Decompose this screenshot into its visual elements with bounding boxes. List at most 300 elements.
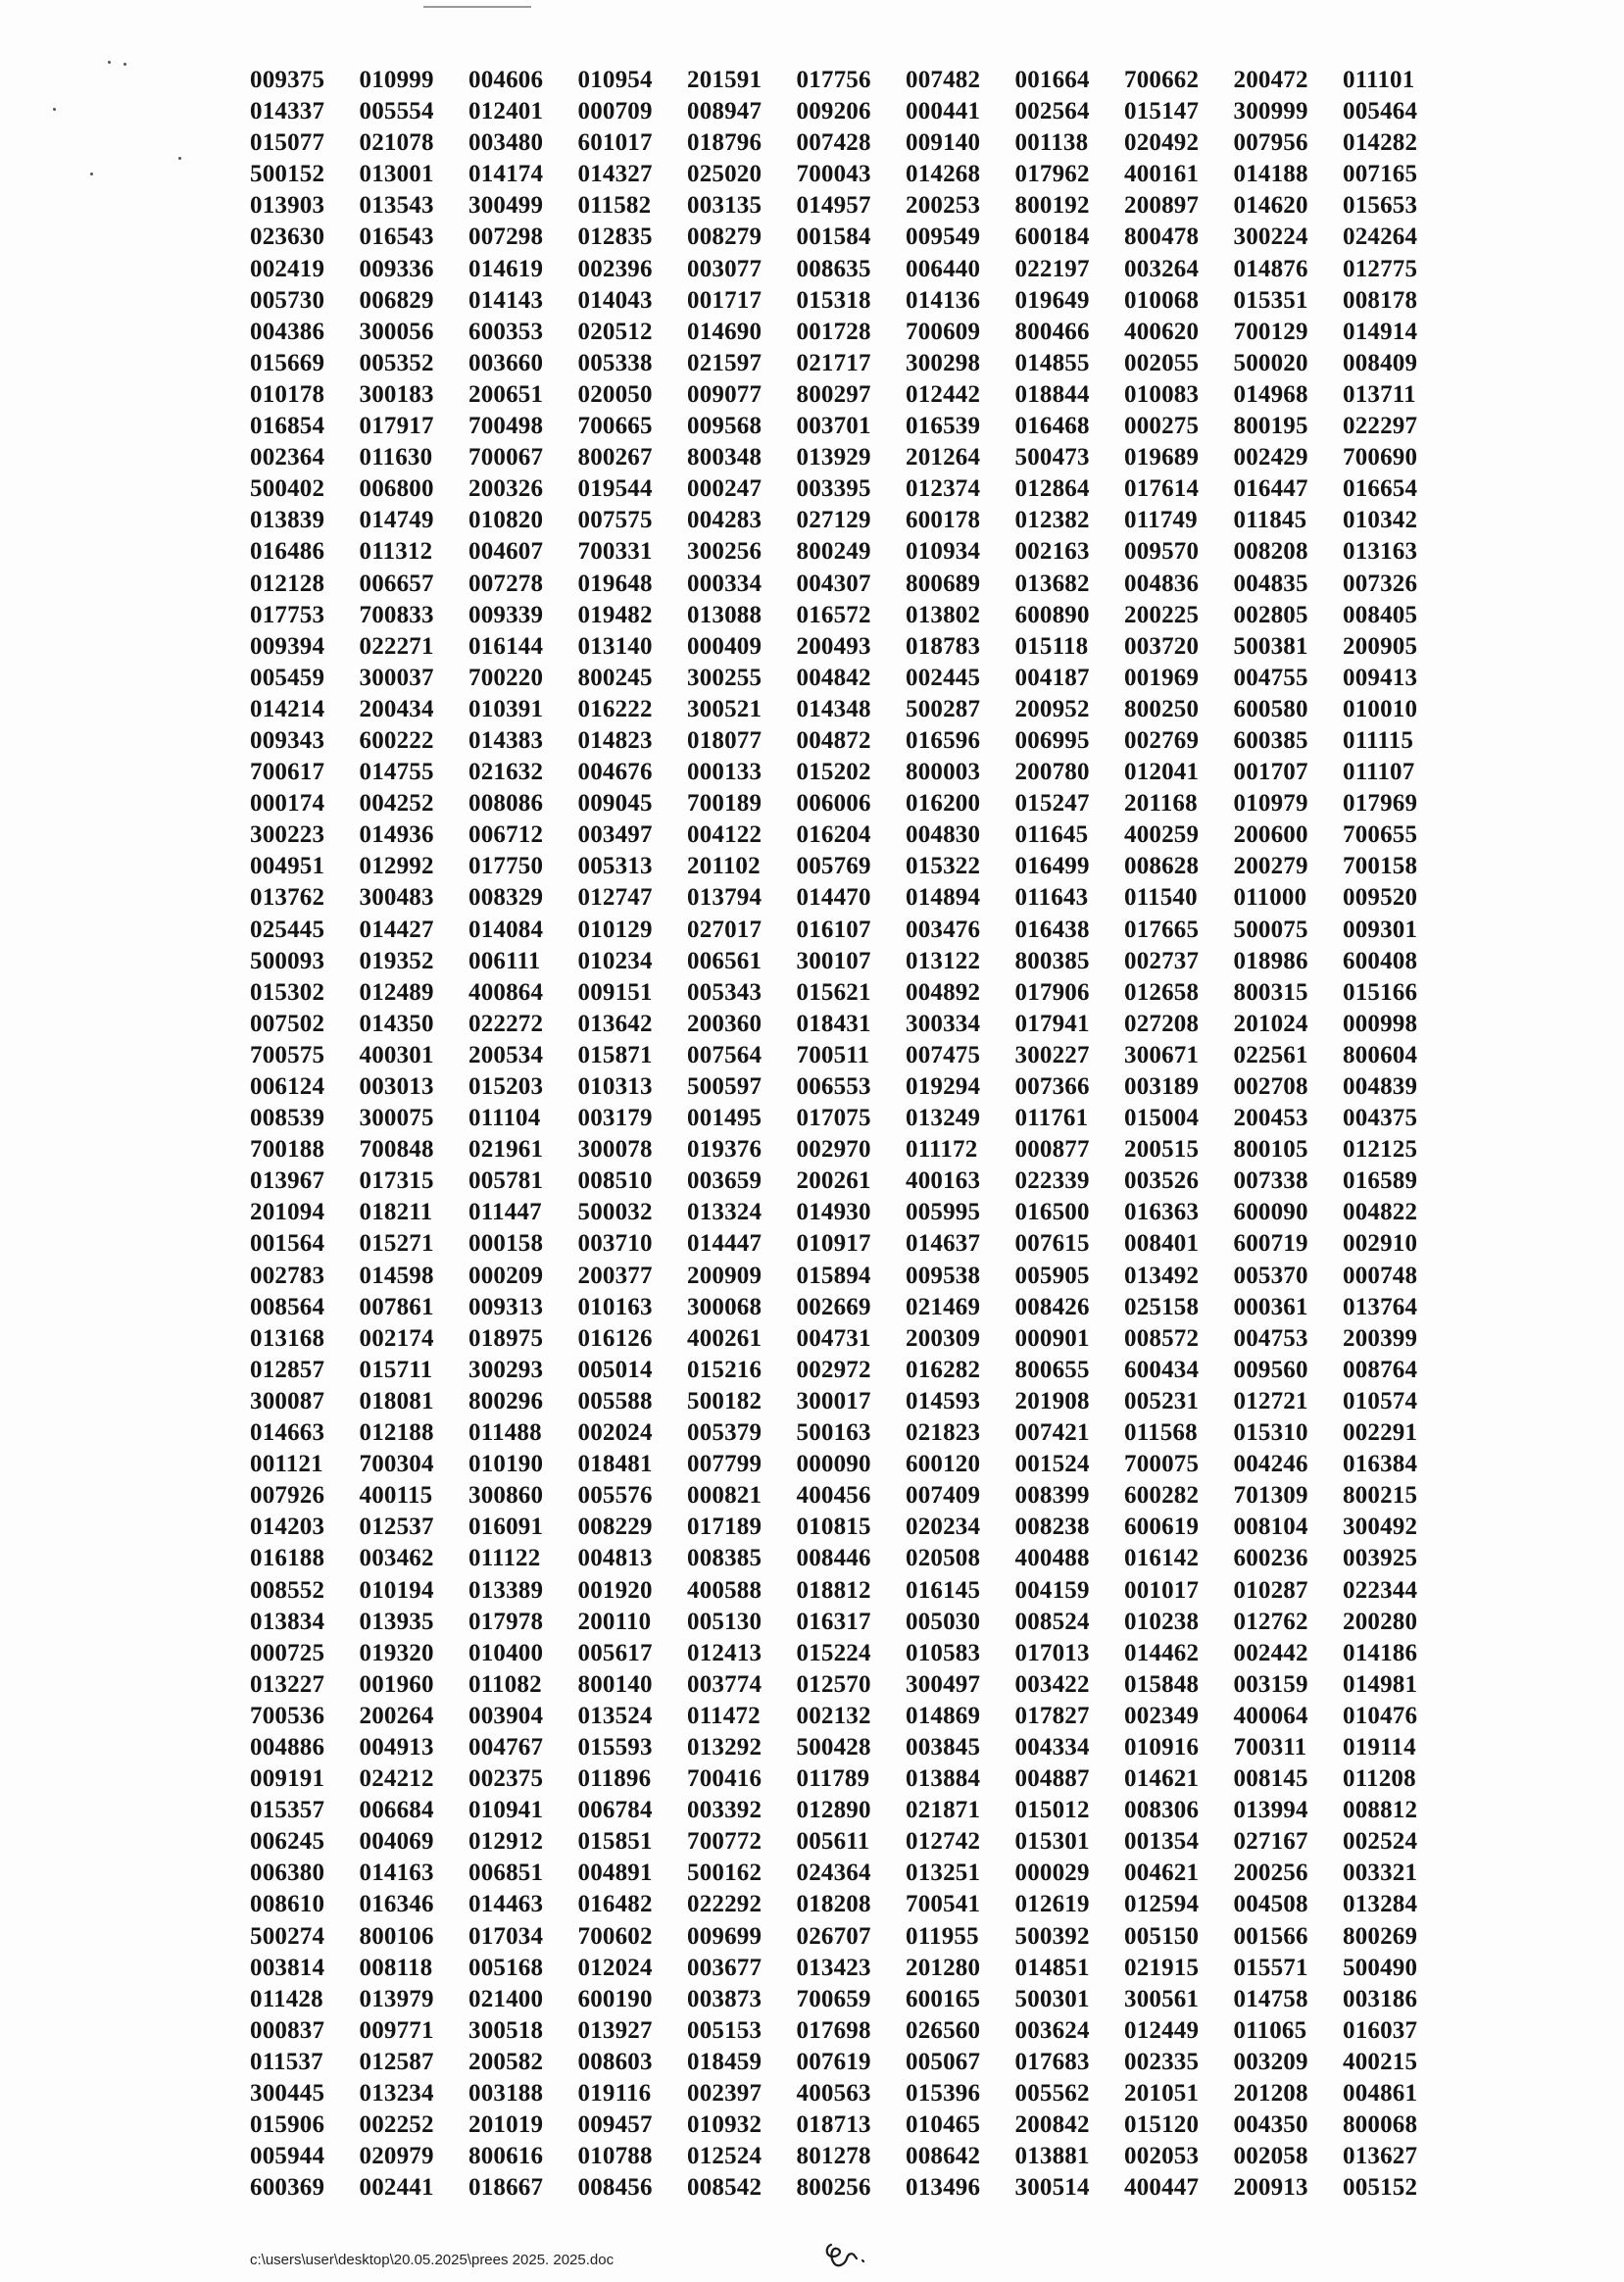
number-cell: 012762 — [1233, 1608, 1308, 1635]
number-cell: 004731 — [796, 1324, 871, 1352]
number-cell: 010194 — [359, 1576, 434, 1604]
number-cell: 012188 — [359, 1419, 434, 1447]
number-cell: 000133 — [687, 759, 763, 786]
number-cell: 600890 — [1014, 601, 1090, 628]
number-cell: 700655 — [1343, 821, 1418, 849]
number-cell: 003013 — [359, 1073, 434, 1100]
number-cell: 008564 — [250, 1293, 325, 1320]
number-cell: 700772 — [687, 1828, 763, 1856]
number-cell: 005562 — [1014, 2080, 1090, 2107]
number-cell: 013543 — [359, 192, 434, 220]
number-cell: 400588 — [687, 1576, 763, 1604]
number-cell: 002669 — [796, 1293, 871, 1320]
number-cell: 018796 — [687, 129, 763, 157]
number-cell: 010342 — [1343, 507, 1418, 534]
number-cell: 014188 — [1233, 161, 1308, 188]
number-cell: 800195 — [1233, 413, 1308, 440]
number-cell: 011447 — [468, 1199, 542, 1226]
number-cell: 005338 — [577, 349, 653, 376]
number-cell: 025445 — [250, 916, 325, 943]
number-cell: 000748 — [1343, 1262, 1418, 1289]
number-cell: 600282 — [1124, 1482, 1200, 1510]
number-cell: 016384 — [1343, 1451, 1418, 1478]
number-cell: 300223 — [250, 821, 325, 849]
number-cell: 005370 — [1233, 1262, 1308, 1289]
number-cell: 400447 — [1124, 2174, 1200, 2202]
number-cell: 021823 — [906, 1419, 981, 1447]
number-cell: 013496 — [906, 2174, 981, 2202]
number-cell: 000725 — [250, 1639, 325, 1666]
number-cell: 013994 — [1233, 1797, 1308, 1824]
number-cell: 008446 — [796, 1545, 871, 1572]
number-cell: 300037 — [359, 664, 434, 691]
number-cell: 200905 — [1343, 632, 1418, 660]
number-cell: 300107 — [796, 947, 871, 974]
number-cell: 002972 — [796, 1356, 871, 1383]
number-cell: 700220 — [468, 664, 544, 691]
number-cell: 700304 — [359, 1451, 434, 1478]
number-cell: 006995 — [1014, 726, 1090, 754]
footer-file-path: c:\users\user\desktop\20.05.2025\prees 2025. 2025.doc — [250, 2252, 615, 2268]
number-cell: 200651 — [468, 380, 544, 408]
number-cell: 012449 — [1124, 2016, 1200, 2044]
number-cell: 800250 — [1124, 695, 1200, 722]
number-cell: 013839 — [250, 507, 325, 534]
number-cell: 000334 — [687, 570, 763, 597]
number-cell: 008208 — [1233, 538, 1308, 566]
number-cell: 002252 — [359, 2111, 434, 2139]
number-cell: 010979 — [1233, 790, 1308, 818]
number-cell: 015004 — [1124, 1105, 1200, 1132]
number-cell: 013682 — [1014, 570, 1090, 597]
number-cell: 700043 — [796, 161, 871, 188]
number-cell: 008238 — [1014, 1513, 1090, 1541]
number-cell: 009301 — [1343, 916, 1418, 943]
number-cell: 006851 — [468, 1860, 544, 1887]
number-cell: 201908 — [1014, 1387, 1090, 1414]
number-cell: 014084 — [468, 916, 544, 943]
number-cell: 300224 — [1233, 223, 1308, 251]
number-cell: 008329 — [468, 884, 544, 912]
number-cell: 008086 — [468, 790, 544, 818]
number-cell: 016145 — [906, 1576, 981, 1604]
number-cell: 005576 — [577, 1482, 653, 1510]
number-cell: 600353 — [468, 318, 544, 345]
number-cell: 015301 — [1014, 1828, 1090, 1856]
number-cell: 300497 — [906, 1670, 981, 1698]
number-cell: 600222 — [359, 726, 434, 754]
number-cell: 005459 — [250, 664, 325, 691]
number-cell: 700575 — [250, 1041, 325, 1068]
number-cell: 007502 — [250, 1010, 325, 1037]
number-cell: 800245 — [577, 664, 653, 691]
number-cell: 002058 — [1233, 2143, 1308, 2170]
number-cell: 012912 — [468, 1828, 544, 1856]
number-cell: 011488 — [468, 1419, 542, 1447]
number-cell: 003321 — [1343, 1860, 1418, 1887]
number-cell: 200534 — [468, 1041, 544, 1068]
number-cell: 007861 — [359, 1293, 434, 1320]
number-cell: 800003 — [906, 759, 981, 786]
number-cell: 000709 — [577, 98, 653, 125]
number-cell: 015653 — [1343, 192, 1418, 220]
number-cell: 011065 — [1233, 2016, 1307, 2044]
number-cell: 011749 — [1124, 507, 1198, 534]
number-cell: 005769 — [796, 853, 871, 880]
number-cell: 018783 — [906, 632, 981, 660]
number-cell: 004891 — [577, 1860, 653, 1887]
number-cell: 300227 — [1014, 1041, 1090, 1068]
number-cell: 011645 — [1014, 821, 1089, 849]
number-cell: 006111 — [468, 947, 541, 974]
number-cell: 022339 — [1014, 1167, 1090, 1195]
number-cell: 017013 — [1014, 1639, 1090, 1666]
number-cell: 013423 — [796, 1954, 871, 1981]
number-cell: 010815 — [796, 1513, 871, 1541]
number-cell: 600165 — [906, 1985, 981, 2012]
number-cell: 008178 — [1343, 286, 1418, 314]
number-cell: 002396 — [577, 255, 653, 282]
number-cell: 700511 — [796, 1041, 870, 1068]
number-cell: 001566 — [1233, 1922, 1308, 1950]
number-cell: 800249 — [796, 538, 871, 566]
number-cell: 002132 — [796, 1702, 871, 1729]
number-cell: 014350 — [359, 1010, 434, 1037]
number-cell: 012128 — [250, 570, 325, 597]
number-cell: 014957 — [796, 192, 871, 220]
number-cell: 600434 — [1124, 1356, 1200, 1383]
number-cell: 600369 — [250, 2174, 325, 2202]
number-cell: 011472 — [687, 1702, 761, 1729]
number-cell: 300514 — [1014, 2174, 1090, 2202]
number-cell: 008385 — [687, 1545, 763, 1572]
number-cell: 500301 — [1014, 1985, 1090, 2012]
number-cell: 004621 — [1124, 1860, 1200, 1887]
number-cell: 004607 — [468, 538, 544, 566]
number-cell: 012619 — [1014, 1891, 1090, 1918]
number-cell: 013292 — [687, 1733, 763, 1761]
number-cell: 017906 — [1014, 978, 1090, 1006]
number-cell: 003264 — [1124, 255, 1200, 282]
number-cell: 200280 — [1343, 1608, 1418, 1635]
number-cell: 008229 — [577, 1513, 653, 1541]
number-cell: 004861 — [1343, 2080, 1418, 2107]
number-cell: 010934 — [906, 538, 981, 566]
number-cell: 003422 — [1014, 1670, 1090, 1698]
number-cell: 011115 — [1343, 726, 1414, 754]
number-cell: 003659 — [687, 1167, 763, 1195]
number-cell: 016091 — [468, 1513, 544, 1541]
number-cell: 005130 — [687, 1608, 763, 1635]
number-cell: 800478 — [1124, 223, 1200, 251]
number-cell: 002429 — [1233, 444, 1308, 471]
number-cell: 016589 — [1343, 1167, 1418, 1195]
number-cell: 500402 — [250, 475, 325, 503]
number-cell: 600090 — [1233, 1199, 1308, 1226]
number-cell: 013389 — [468, 1576, 544, 1604]
number-cell: 500152 — [250, 161, 325, 188]
number-cell: 024364 — [796, 1860, 871, 1887]
number-cell: 004836 — [1124, 570, 1200, 597]
number-cell: 016854 — [250, 413, 325, 440]
number-cell: 014163 — [359, 1860, 434, 1887]
number-cell: 004842 — [796, 664, 871, 691]
number-cell: 010941 — [468, 1797, 544, 1824]
number-cell: 014690 — [687, 318, 763, 345]
number-cell: 019352 — [359, 947, 434, 974]
number-cell: 002442 — [1233, 1639, 1308, 1666]
number-cell: 020512 — [577, 318, 653, 345]
number-cell: 009336 — [359, 255, 434, 282]
number-cell: 200377 — [577, 1262, 653, 1289]
number-cell: 010010 — [1343, 695, 1418, 722]
number-cell: 017683 — [1014, 2048, 1090, 2075]
number-cell: 011955 — [906, 1922, 979, 1950]
scan-speck — [108, 61, 111, 64]
number-cell: 200326 — [468, 475, 544, 503]
number-cell: 200309 — [906, 1324, 981, 1352]
number-cell: 012747 — [577, 884, 653, 912]
number-cell: 700659 — [796, 1985, 871, 2012]
number-cell: 005150 — [1124, 1922, 1200, 1950]
number-cell: 014621 — [1124, 1765, 1200, 1793]
number-cell: 012041 — [1124, 759, 1200, 786]
number-cell: 400163 — [906, 1167, 981, 1195]
number-cell: 010313 — [577, 1073, 653, 1100]
number-cell: 012775 — [1343, 255, 1418, 282]
number-cell: 004375 — [1343, 1105, 1418, 1132]
number-cell: 013168 — [250, 1324, 325, 1352]
number-cell: 012524 — [687, 2143, 763, 2170]
number-cell: 008409 — [1343, 349, 1418, 376]
number-cell: 012864 — [1014, 475, 1090, 503]
number-cell: 012570 — [796, 1670, 871, 1698]
number-cell: 005781 — [468, 1167, 544, 1195]
number-cell: 008635 — [796, 255, 871, 282]
number-cell: 014214 — [250, 695, 325, 722]
number-cell: 011428 — [250, 1985, 323, 2012]
number-cell: 010820 — [468, 507, 544, 534]
number-cell: 005379 — [687, 1419, 763, 1447]
number-cell: 300518 — [468, 2016, 544, 2044]
number-cell: 600408 — [1343, 947, 1418, 974]
number-cell: 300255 — [687, 664, 763, 691]
number-cell: 002708 — [1233, 1073, 1308, 1100]
number-cell: 001564 — [250, 1230, 325, 1258]
number-cell: 700158 — [1343, 853, 1418, 880]
number-cell: 002445 — [906, 664, 981, 691]
number-cell: 014043 — [577, 286, 653, 314]
number-cell: 021961 — [468, 1136, 544, 1164]
number-cell: 200952 — [1014, 695, 1090, 722]
number-cell: 010178 — [250, 380, 325, 408]
number-cell: 015669 — [250, 349, 325, 376]
number-cell: 800296 — [468, 1387, 544, 1414]
number-cell: 015851 — [577, 1828, 653, 1856]
number-cell: 007366 — [1014, 1073, 1090, 1100]
number-cell: 002397 — [687, 2080, 763, 2107]
number-cell: 200600 — [1233, 821, 1308, 849]
number-cell: 003720 — [1124, 632, 1200, 660]
number-cell: 800315 — [1233, 978, 1308, 1006]
number-cell: 012857 — [250, 1356, 325, 1383]
number-cell: 011761 — [1014, 1105, 1089, 1132]
number-cell: 011107 — [1343, 759, 1415, 786]
number-cell: 014619 — [468, 255, 544, 282]
number-cell: 300298 — [906, 349, 981, 376]
number-cell: 015224 — [796, 1639, 871, 1666]
number-cell: 700067 — [468, 444, 544, 471]
number-cell: 009538 — [906, 1262, 981, 1289]
number-cell: 021597 — [687, 349, 763, 376]
number-cell: 009771 — [359, 2016, 434, 2044]
number-cell: 002524 — [1343, 1828, 1418, 1856]
number-cell: 008764 — [1343, 1356, 1418, 1383]
number-cell: 004606 — [468, 67, 544, 93]
number-cell: 003710 — [577, 1230, 653, 1258]
number-cell: 001584 — [796, 223, 871, 251]
number-cell: 015871 — [577, 1041, 653, 1068]
number-cell: 005168 — [468, 1954, 544, 1981]
number-cell: 012992 — [359, 853, 434, 880]
number-cell: 022272 — [468, 1010, 544, 1037]
number-cell: 012890 — [796, 1797, 871, 1824]
number-cell: 300075 — [359, 1105, 434, 1132]
number-cell: 201264 — [906, 444, 981, 471]
number-cell: 200493 — [796, 632, 871, 660]
number-cell: 016222 — [577, 695, 653, 722]
number-cell: 800297 — [796, 380, 871, 408]
number-cell: 800105 — [1233, 1136, 1308, 1164]
number-cell: 013927 — [577, 2016, 653, 2044]
number-cell: 800256 — [796, 2174, 871, 2202]
number-cell: 010163 — [577, 1293, 653, 1320]
number-cell: 800267 — [577, 444, 653, 471]
number-cell: 008145 — [1233, 1765, 1308, 1793]
number-cell: 010465 — [906, 2111, 981, 2139]
number-cell: 200842 — [1014, 2111, 1090, 2139]
number-cell: 014598 — [359, 1262, 434, 1289]
number-cell: 008524 — [1014, 1608, 1090, 1635]
number-cell: 000441 — [906, 98, 981, 125]
number-cell: 004872 — [796, 726, 871, 754]
number-cell: 012587 — [359, 2048, 434, 2075]
number-cell: 005617 — [577, 1639, 653, 1666]
number-cell: 014823 — [577, 726, 653, 754]
number-cell: 014268 — [906, 161, 981, 188]
number-cell: 002055 — [1124, 349, 1200, 376]
number-cell: 007619 — [796, 2048, 871, 2075]
number-cell: 011630 — [359, 444, 433, 471]
number-cell: 017698 — [796, 2016, 871, 2044]
number-cell: 300671 — [1124, 1041, 1200, 1068]
number-cell: 020492 — [1124, 129, 1200, 157]
number-cell: 200279 — [1233, 853, 1308, 880]
number-cell: 300561 — [1124, 1985, 1200, 2012]
number-cell: 017034 — [468, 1922, 544, 1950]
number-cell: 014914 — [1343, 318, 1418, 345]
number-cell: 008610 — [250, 1891, 325, 1918]
number-cell: 013834 — [250, 1608, 325, 1635]
number-cell: 007482 — [906, 67, 981, 93]
number-cell: 600120 — [906, 1451, 981, 1478]
number-cell: 014447 — [687, 1230, 763, 1258]
number-cell: 020234 — [906, 1513, 981, 1541]
number-cell: 005343 — [687, 978, 763, 1006]
number-cell: 016543 — [359, 223, 434, 251]
number-cell: 001121 — [250, 1451, 323, 1478]
number-cell: 016144 — [468, 632, 544, 660]
number-cell: 700690 — [1343, 444, 1418, 471]
number-cell: 014282 — [1343, 129, 1418, 157]
number-cell: 015621 — [796, 978, 871, 1006]
number-cell: 013163 — [1343, 538, 1418, 566]
number-cell: 003476 — [906, 916, 981, 943]
number-cell: 200264 — [359, 1702, 434, 1729]
number-cell: 004307 — [796, 570, 871, 597]
number-cell: 002163 — [1014, 538, 1090, 566]
number-cell: 010788 — [577, 2143, 653, 2170]
number-cell: 003701 — [796, 413, 871, 440]
number-cell: 025158 — [1124, 1293, 1200, 1320]
number-table — [250, 65, 1452, 2204]
scan-speck — [90, 173, 93, 175]
number-cell: 010083 — [1124, 380, 1200, 408]
number-cell: 008306 — [1124, 1797, 1200, 1824]
number-cell: 016200 — [906, 790, 981, 818]
number-cell: 700541 — [906, 1891, 981, 1918]
number-cell: 013764 — [1343, 1293, 1418, 1320]
number-cell: 700129 — [1233, 318, 1308, 345]
number-cell: 600178 — [906, 507, 981, 534]
number-cell: 005231 — [1124, 1387, 1200, 1414]
number-cell: 011537 — [250, 2048, 323, 2075]
number-cell: 300078 — [577, 1136, 653, 1164]
number-cell: 004767 — [468, 1733, 544, 1761]
number-cell: 700311 — [1233, 1733, 1307, 1761]
number-cell: 008542 — [687, 2174, 763, 2202]
number-cell: 800140 — [577, 1670, 653, 1698]
number-cell: 013881 — [1014, 2143, 1090, 2170]
number-cell: 004334 — [1014, 1733, 1090, 1761]
number-cell: 025020 — [687, 161, 763, 188]
number-cell: 016188 — [250, 1545, 325, 1572]
number-cell: 007278 — [468, 570, 544, 597]
number-cell: 016363 — [1124, 1199, 1200, 1226]
number-cell: 000901 — [1014, 1324, 1090, 1352]
number-cell: 005995 — [906, 1199, 981, 1226]
number-cell: 013802 — [906, 601, 981, 628]
number-cell: 003526 — [1124, 1167, 1200, 1195]
number-cell: 014936 — [359, 821, 434, 849]
number-cell: 013711 — [1343, 380, 1416, 408]
number-cell: 400215 — [1343, 2048, 1418, 2075]
number-cell: 001920 — [577, 1576, 653, 1604]
number-cell: 016346 — [359, 1891, 434, 1918]
number-cell: 004252 — [359, 790, 434, 818]
number-cell: 011172 — [906, 1136, 978, 1164]
number-cell: 014620 — [1233, 192, 1308, 220]
number-cell: 016126 — [577, 1324, 653, 1352]
number-cell: 015012 — [1014, 1797, 1090, 1824]
number-cell: 003480 — [468, 129, 544, 157]
number-cell: 008405 — [1343, 601, 1418, 628]
number-cell: 012024 — [577, 1954, 653, 1981]
number-cell: 012721 — [1233, 1387, 1308, 1414]
number-cell: 014462 — [1124, 1639, 1200, 1666]
number-cell: 800689 — [906, 570, 981, 597]
number-cell: 015202 — [796, 759, 871, 786]
